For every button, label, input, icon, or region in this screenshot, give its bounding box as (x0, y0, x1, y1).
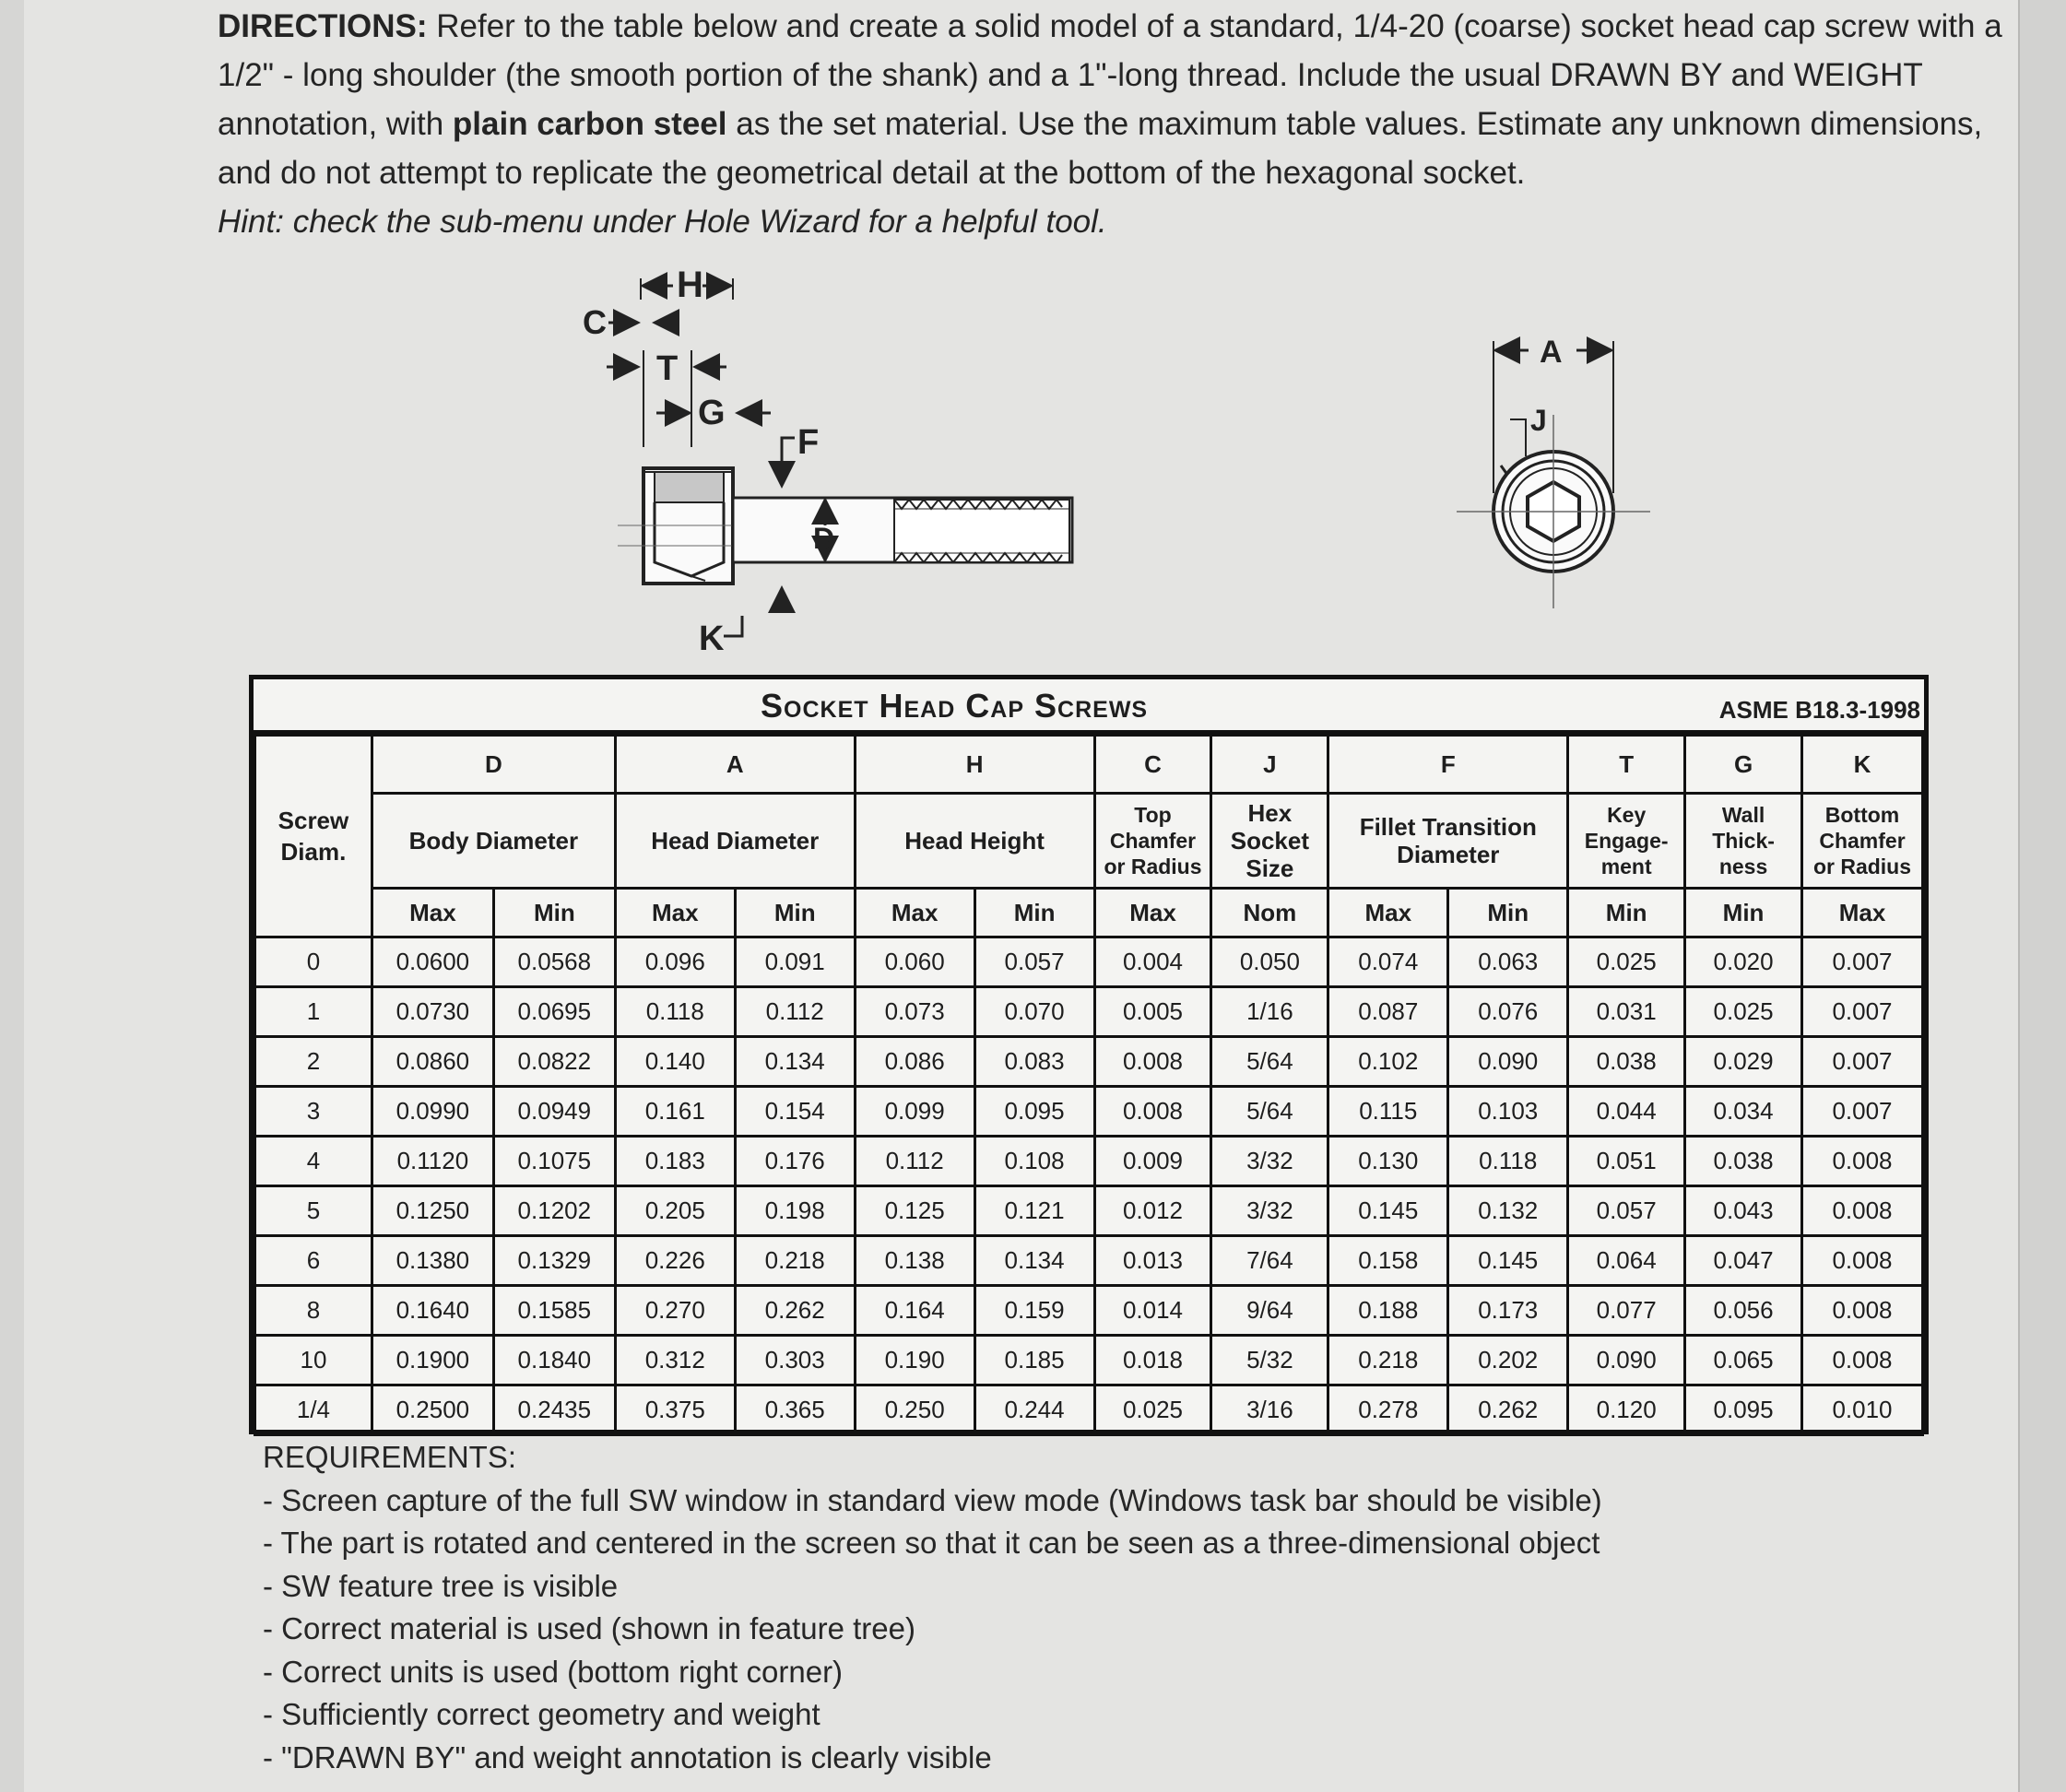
table-cell: 0.065 (1685, 1336, 1802, 1385)
subheader-cell: Min (974, 889, 1094, 937)
letter-j: J (1211, 736, 1328, 794)
table-cell: 0.029 (1685, 1037, 1802, 1087)
desc-wall-thickness (1685, 794, 1802, 889)
table-cell: 3/16 (1211, 1385, 1328, 1435)
table-cell: 0.202 (1448, 1336, 1568, 1385)
table-cell: 0.073 (855, 987, 974, 1037)
letter-g: G (1685, 736, 1802, 794)
desc-f-line1: Fillet Transition (1359, 813, 1537, 841)
table-cell: 0.091 (735, 937, 855, 987)
desc-t-line3: ment (1600, 855, 1652, 878)
table-cell: 0.262 (1448, 1385, 1568, 1435)
table-cell: 0.1120 (372, 1137, 493, 1186)
table-cell: 0.121 (974, 1186, 1094, 1236)
table-cell: 0.031 (1568, 987, 1685, 1037)
table-cell: 0.103 (1448, 1087, 1568, 1137)
screw-size-cell: 1 (255, 987, 372, 1037)
table-cell: 0.158 (1328, 1236, 1448, 1286)
table-cell: 0.047 (1685, 1236, 1802, 1286)
table-cell: 0.070 (974, 987, 1094, 1037)
table-cell: 0.1250 (372, 1186, 493, 1236)
table-cell: 0.159 (974, 1286, 1094, 1336)
table-cell: 0.1075 (493, 1137, 615, 1186)
table-cell: 0.077 (1568, 1286, 1685, 1336)
table-cell: 0.130 (1328, 1137, 1448, 1186)
table-cell: 0.087 (1328, 987, 1448, 1037)
table-cell: 0.013 (1094, 1236, 1211, 1286)
table-cell: 0.138 (855, 1236, 974, 1286)
screw-size-cell: 6 (255, 1236, 372, 1286)
dimensions-table (254, 734, 1924, 1436)
table-cell: 0.2435 (493, 1385, 615, 1435)
directions-label: DIRECTIONS: (218, 8, 428, 44)
dim-label-k: K (699, 619, 725, 658)
table-cell: 0.063 (1448, 937, 1568, 987)
table-cell: 0.007 (1802, 1037, 1923, 1087)
table-cell: 0.2500 (372, 1385, 493, 1435)
dim-label-j: J (1530, 404, 1547, 437)
table-cell: 0.007 (1802, 987, 1923, 1037)
table-cell: 0.303 (735, 1336, 855, 1385)
table-cell: 0.205 (615, 1186, 735, 1236)
screw-size-cell: 8 (255, 1286, 372, 1336)
desc-g-line3: ness (1718, 855, 1768, 878)
screw-header-line-1: Screw (277, 807, 349, 834)
requirement-item: - "DRAWN BY" and weight annotation is clearly visible (263, 1739, 992, 1774)
table-cell: 0.132 (1448, 1186, 1568, 1236)
screw-size-cell: 4 (255, 1137, 372, 1186)
table-cell: 0.1900 (372, 1336, 493, 1385)
table-cell: 0.020 (1685, 937, 1802, 987)
desc-c-line2: Chamfer (1109, 829, 1197, 853)
screw-size-cell: 10 (255, 1336, 372, 1385)
table-cell: 0.008 (1094, 1087, 1211, 1137)
table-cell: 0.057 (974, 937, 1094, 987)
table-cell: 0.140 (615, 1037, 735, 1087)
desc-head-height: Head Height (855, 794, 1094, 889)
desc-c-line3: or Radius (1104, 855, 1202, 878)
table-cell: 0.095 (1685, 1385, 1802, 1435)
subheader-cell: Max (372, 889, 493, 937)
requirement-item: - The part is rotated and centered in the screen so that it can be seen as a three-dimensional object (263, 1526, 1600, 1560)
table-cell: 0.044 (1568, 1087, 1685, 1137)
subheader-cell: Max (1094, 889, 1211, 937)
table-cell: 0.090 (1568, 1336, 1685, 1385)
table-row (255, 1236, 1923, 1286)
table-cell: 0.161 (615, 1087, 735, 1137)
subheader-cell: Min (1448, 889, 1568, 937)
table-cell: 0.134 (735, 1037, 855, 1087)
requirements-heading: REQUIREMENTS: (263, 1440, 517, 1474)
table-cell: 5/64 (1211, 1037, 1328, 1087)
table-cell: 0.099 (855, 1087, 974, 1137)
subheader-cell: Max (855, 889, 974, 937)
table-cell: 0.226 (615, 1236, 735, 1286)
desc-bottom-chamfer (1802, 794, 1923, 889)
table-cell: 0.057 (1568, 1186, 1685, 1236)
table-cell: 0.090 (1448, 1037, 1568, 1087)
socket-head-cap-screws-table (249, 675, 1929, 1434)
screw-size-cell: 2 (255, 1037, 372, 1087)
desc-fillet-transition (1328, 794, 1568, 889)
requirements-section (263, 1436, 1602, 1779)
table-cell: 0.074 (1328, 937, 1448, 987)
desc-k-line3: or Radius (1812, 855, 1912, 878)
dim-label-f: F (797, 423, 820, 462)
table-cell: 0.1640 (372, 1286, 493, 1336)
table-cell: 0.051 (1568, 1137, 1685, 1186)
requirement-item: - Sufficiently correct geometry and weight (263, 1697, 820, 1731)
table-row (255, 1336, 1923, 1385)
table-cell: 0.064 (1568, 1236, 1685, 1286)
table-title-bar (254, 679, 1924, 734)
subheader-cell: Min (735, 889, 855, 937)
table-row (255, 1186, 1923, 1236)
table-row (255, 937, 1923, 987)
table-cell: 0.038 (1568, 1037, 1685, 1087)
directions-paragraph (218, 2, 2043, 246)
table-cell: 0.1202 (493, 1186, 615, 1236)
table-cell: 0.270 (615, 1286, 735, 1336)
screw-header-line-2: Diam. (280, 838, 347, 866)
table-cell: 7/64 (1211, 1236, 1328, 1286)
table-cell: 0.014 (1094, 1286, 1211, 1336)
table-cell: 3/32 (1211, 1137, 1328, 1186)
table-cell: 9/64 (1211, 1286, 1328, 1336)
dim-label-g: G (698, 394, 726, 432)
table-cell: 0.083 (974, 1037, 1094, 1087)
desc-k-line2: Chamfer (1819, 829, 1906, 853)
table-cell: 0.190 (855, 1336, 974, 1385)
table-cell: 0.012 (1094, 1186, 1211, 1236)
table-cell: 0.018 (1094, 1336, 1211, 1385)
table-cell: 0.173 (1448, 1286, 1568, 1336)
table-body (255, 937, 1923, 1435)
table-cell: 3/32 (1211, 1186, 1328, 1236)
desc-f-line2: Diameter (1397, 841, 1500, 868)
table-cell: 0.154 (735, 1087, 855, 1137)
table-cell: 0.250 (855, 1385, 974, 1435)
subheader-cell: Nom (1211, 889, 1328, 937)
table-row (255, 1385, 1923, 1435)
table-cell: 0.218 (735, 1236, 855, 1286)
table-cell: 0.025 (1685, 987, 1802, 1037)
table-cell: 0.1380 (372, 1236, 493, 1286)
table-cell: 0.102 (1328, 1037, 1448, 1087)
table-cell: 0.1329 (493, 1236, 615, 1286)
table-cell: 1/16 (1211, 987, 1328, 1037)
table-cell: 0.008 (1802, 1336, 1923, 1385)
table-cell: 0.312 (615, 1336, 735, 1385)
table-cell: 5/64 (1211, 1087, 1328, 1137)
desc-j-line3: Size (1246, 855, 1294, 882)
requirement-item: - Correct units is used (bottom right corner) (263, 1654, 844, 1689)
dim-label-h: H (677, 265, 703, 305)
table-cell: 0.112 (855, 1137, 974, 1186)
subheader-cell: Min (1568, 889, 1685, 937)
screw-size-cell: 1/4 (255, 1385, 372, 1435)
table-cell: 0.008 (1094, 1037, 1211, 1087)
desc-hex-socket-size (1211, 794, 1328, 889)
table-cell: 0.008 (1802, 1236, 1923, 1286)
table-standard: ASME B18.3-1998 (1718, 696, 1920, 724)
table-cell: 0.112 (735, 987, 855, 1037)
table-cell: 0.185 (974, 1336, 1094, 1385)
table-cell: 0.262 (735, 1286, 855, 1336)
requirements-list (263, 1480, 1602, 1780)
table-cell: 0.025 (1568, 937, 1685, 987)
dim-label-d: D (813, 522, 835, 555)
screw-end-view-drawing (1438, 327, 1659, 631)
table-cell: 0.375 (615, 1385, 735, 1435)
table-cell: 0.004 (1094, 937, 1211, 987)
table-cell: 0.007 (1802, 937, 1923, 987)
dim-label-a: A (1540, 335, 1563, 370)
desc-g-line2: Thick- (1712, 829, 1775, 853)
table-cell: 0.145 (1448, 1236, 1568, 1286)
table-cell: 0.0860 (372, 1037, 493, 1087)
table-cell: 0.009 (1094, 1137, 1211, 1186)
table-cell: 0.1840 (493, 1336, 615, 1385)
table-cell: 0.120 (1568, 1385, 1685, 1435)
table-cell: 0.008 (1802, 1137, 1923, 1186)
table-row (255, 987, 1923, 1037)
page-left-edge (0, 0, 24, 1792)
directions-text-2: as the set material. Use the maximum table values. Estimate any unknown dimensions, and do not attempt to replicate the geometrical detail at the bottom of the hexagonal socket. (218, 106, 1983, 191)
table-cell: 0.034 (1685, 1087, 1802, 1137)
table-cell: 0.0695 (493, 987, 615, 1037)
desc-j-line2: Socket (1230, 827, 1310, 855)
table-cell: 0.198 (735, 1186, 855, 1236)
table-cell: 0.0600 (372, 937, 493, 987)
dim-label-t: T (656, 349, 679, 388)
table-row (255, 1087, 1923, 1137)
table-title: Socket Head Cap Screws (761, 687, 1149, 725)
table-row (255, 1286, 1923, 1336)
screw-side-view-drawing (553, 258, 1180, 664)
table-cell: 0.188 (1328, 1286, 1448, 1336)
desc-top-chamfer (1094, 794, 1211, 889)
table-cell: 0.218 (1328, 1336, 1448, 1385)
screw-diam-header (255, 736, 372, 937)
table-cell: 0.244 (974, 1385, 1094, 1435)
table-cell: 0.183 (615, 1137, 735, 1186)
table-cell: 0.086 (855, 1037, 974, 1087)
table-cell: 0.007 (1802, 1087, 1923, 1137)
desc-head-diameter: Head Diameter (615, 794, 855, 889)
desc-k-line1: Bottom (1824, 803, 1900, 827)
letter-c: C (1094, 736, 1211, 794)
desc-t-line2: Engage- (1584, 829, 1669, 853)
table-cell: 0.050 (1211, 937, 1328, 987)
table-cell: 0.008 (1802, 1186, 1923, 1236)
directions-text: Refer to the table below and create a solid model of a standard, 1/4-20 (coarse) socket head cap screw with a 1/2" - long shoulder (the smooth portion of the shank) and a 1"-long thread. Include the usual DRAWN BY and WEIGHT annotation, with (218, 8, 2002, 142)
dim-label-c: C (583, 303, 607, 341)
table-cell: 0.1585 (493, 1286, 615, 1336)
description-header-row (255, 794, 1923, 889)
table-cell: 0.056 (1685, 1286, 1802, 1336)
table-cell: 0.0568 (493, 937, 615, 987)
page-right-edge (2018, 0, 2066, 1792)
table-cell: 0.076 (1448, 987, 1568, 1037)
screw-size-cell: 0 (255, 937, 372, 987)
letter-t: T (1568, 736, 1685, 794)
requirement-item: - Screen capture of the full SW window in standard view mode (Windows task bar should be visible) (263, 1482, 1602, 1517)
table-cell: 0.060 (855, 937, 974, 987)
table-cell: 0.0822 (493, 1037, 615, 1087)
letter-a: A (615, 736, 855, 794)
table-cell: 0.176 (735, 1137, 855, 1186)
table-cell: 0.0730 (372, 987, 493, 1037)
table-row (255, 1037, 1923, 1087)
subheader-cell: Max (1802, 889, 1923, 937)
table-row (255, 1137, 1923, 1186)
subheader-cell: Max (1328, 889, 1448, 937)
subheader-cell: Min (1685, 889, 1802, 937)
table-cell: 0.0949 (493, 1087, 615, 1137)
desc-key-engagement (1568, 794, 1685, 889)
requirement-item: - SW feature tree is visible (263, 1568, 619, 1603)
table-cell: 0.115 (1328, 1087, 1448, 1137)
table-cell: 0.118 (615, 987, 735, 1037)
table-cell: 0.025 (1094, 1385, 1211, 1435)
table-cell: 0.095 (974, 1087, 1094, 1137)
desc-g-line1: Wall (1721, 803, 1765, 827)
table-cell: 0.008 (1802, 1286, 1923, 1336)
letter-d: D (372, 736, 615, 794)
requirement-item: - Correct material is used (shown in feature tree) (263, 1611, 915, 1645)
desc-j-line1: Hex (1247, 799, 1293, 827)
subheader-cell: Min (493, 889, 615, 937)
table-cell: 0.005 (1094, 987, 1211, 1037)
table-cell: 0.0990 (372, 1087, 493, 1137)
letter-f: F (1328, 736, 1568, 794)
table-cell: 0.145 (1328, 1186, 1448, 1236)
table-cell: 0.010 (1802, 1385, 1923, 1435)
letter-k: K (1802, 736, 1923, 794)
table-cell: 0.038 (1685, 1137, 1802, 1186)
desc-body-diameter: Body Diameter (372, 794, 615, 889)
table-cell: 0.125 (855, 1186, 974, 1236)
subheader-cell: Max (615, 889, 735, 937)
directions-material: plain carbon steel (452, 106, 727, 142)
desc-c-line1: Top (1134, 803, 1172, 827)
table-cell: 0.134 (974, 1236, 1094, 1286)
table-cell: 0.164 (855, 1286, 974, 1336)
desc-t-line1: Key (1607, 803, 1647, 827)
letter-header-row (255, 736, 1923, 794)
screw-size-cell: 3 (255, 1087, 372, 1137)
table-cell: 0.096 (615, 937, 735, 987)
max-min-header-row (255, 889, 1923, 937)
letter-h: H (855, 736, 1094, 794)
table-cell: 0.043 (1685, 1186, 1802, 1236)
table-cell: 0.108 (974, 1137, 1094, 1186)
table-cell: 0.278 (1328, 1385, 1448, 1435)
table-cell: 5/32 (1211, 1336, 1328, 1385)
screw-size-cell: 5 (255, 1186, 372, 1236)
table-cell: 0.365 (735, 1385, 855, 1435)
directions-hint: Hint: check the sub-menu under Hole Wizard for a helpful tool. (218, 204, 1107, 240)
table-cell: 0.118 (1448, 1137, 1568, 1186)
